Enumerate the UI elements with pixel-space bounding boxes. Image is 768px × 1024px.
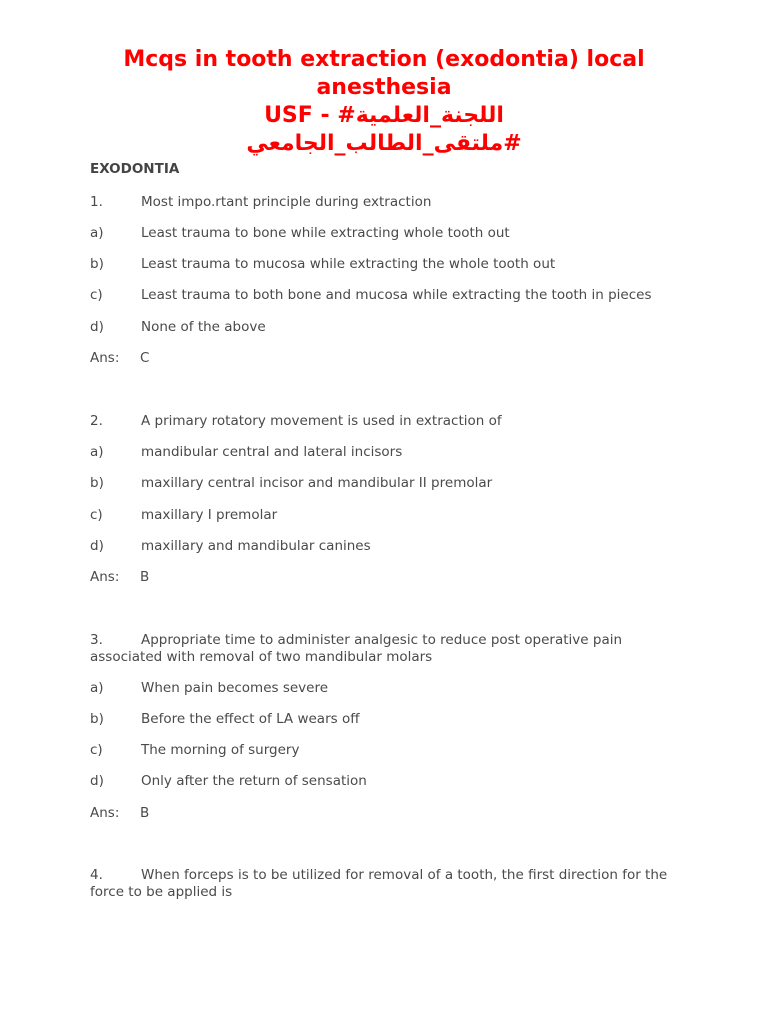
option-3c [90, 742, 299, 759]
option-text: Before the effect of LA wears off [141, 711, 360, 727]
answer-1 [90, 350, 149, 367]
option-label: c) [90, 742, 103, 758]
question-text-line-1 [90, 632, 670, 649]
option-label: d) [90, 773, 104, 789]
answer-3 [90, 805, 149, 822]
question-2 [90, 413, 502, 430]
document-title-line-1: Mcqs in tooth extraction (exodontia) local [123, 47, 645, 72]
option-text: Only after the return of sensation [141, 773, 367, 789]
option-3b [90, 711, 360, 728]
option-text: maxillary and mandibular canines [141, 538, 371, 554]
answer-label: Ans: [90, 805, 120, 821]
option-2b [90, 475, 492, 492]
option-2c [90, 507, 277, 524]
document-title-line-2: anesthesia [316, 75, 452, 100]
option-text: maxillary central incisor and mandibular II premolar [141, 475, 493, 491]
question-1 [90, 194, 431, 211]
option-label: a) [90, 225, 104, 241]
option-label: a) [90, 444, 104, 460]
answer-value: B [140, 569, 150, 585]
option-text: maxillary I premolar [141, 507, 278, 523]
option-label: d) [90, 538, 104, 554]
answer-label: Ans: [90, 350, 120, 366]
question-number: 1. [90, 194, 103, 210]
option-label: c) [90, 287, 103, 303]
option-label: b) [90, 711, 104, 727]
question-text: Most impo.rtant principle during extraction [141, 194, 432, 210]
question-number: 3. [90, 632, 103, 648]
question-number: 2. [90, 413, 103, 429]
option-1c [90, 287, 651, 304]
option-text: Least trauma to bone while extracting whole tooth out [141, 225, 510, 241]
option-3d [90, 773, 367, 790]
option-label: b) [90, 256, 104, 272]
question-text: A primary rotatory movement is used in extraction of [141, 413, 502, 429]
option-1a [90, 225, 510, 242]
option-1b [90, 256, 555, 273]
option-3a [90, 680, 328, 697]
question-text-line-2: force to be applied is [90, 883, 233, 900]
question-4 [90, 867, 670, 900]
option-label: b) [90, 475, 104, 491]
option-text: Least trauma to mucosa while extracting the whole tooth out [141, 256, 556, 272]
section-heading: EXODONTIA [90, 161, 180, 177]
option-label: d) [90, 319, 104, 335]
option-text: Least trauma to both bone and mucosa while extracting the tooth in pieces [141, 287, 652, 303]
option-2d [90, 538, 371, 555]
document-title-line-4: #ملتقى_الطالب_الجامعي [246, 131, 522, 156]
answer-2 [90, 569, 149, 586]
question-text: Appropriate time to administer analgesic to reduce post operative pain [141, 632, 623, 648]
answer-value: C [140, 350, 150, 366]
option-text: The morning of surgery [141, 742, 300, 758]
question-3 [90, 632, 670, 665]
answer-value: B [140, 805, 150, 821]
document-title-line-3: USF - #اللجنة_العلمية [264, 103, 504, 128]
question-text-line-1 [90, 867, 670, 884]
option-text: When pain becomes severe [141, 680, 329, 696]
option-2a [90, 444, 402, 461]
option-text: None of the above [141, 319, 266, 335]
option-1d [90, 319, 266, 336]
question-number: 4. [90, 867, 103, 883]
option-text: mandibular central and lateral incisors [141, 444, 403, 460]
answer-label: Ans: [90, 569, 120, 585]
option-label: a) [90, 680, 104, 696]
question-text: When forceps is to be utilized for removal of a tooth, the first direction for the [141, 867, 668, 883]
question-text-line-2: associated with removal of two mandibular molars [90, 648, 433, 665]
option-label: c) [90, 507, 103, 523]
